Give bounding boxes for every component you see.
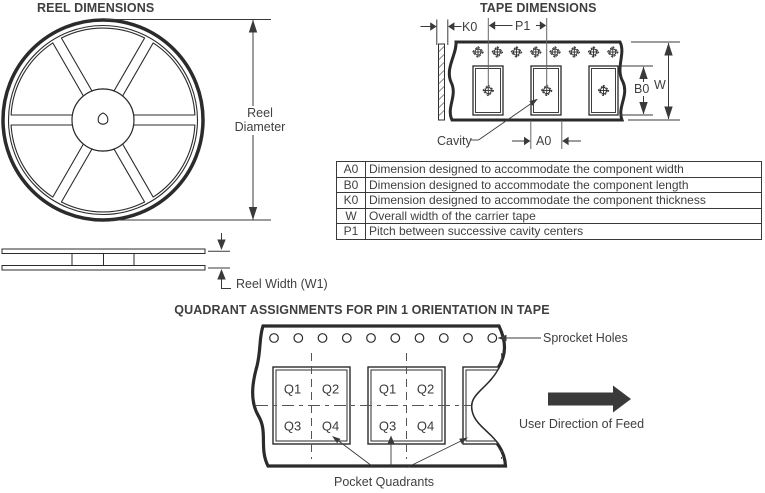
arrowhead-down <box>217 240 225 251</box>
pocket-quadrants-label: Pocket Quadrants <box>334 475 435 489</box>
table-row <box>337 208 762 224</box>
tape-dimensions-title: TAPE DIMENSIONS <box>480 1 597 15</box>
arrowhead-down <box>249 207 257 220</box>
w-label: W <box>654 77 666 92</box>
reel-diameter-label: Reel Diameter <box>227 106 293 135</box>
reel-dimensions-title: REEL DIMENSIONS <box>37 1 155 15</box>
reel-front-view <box>3 20 203 220</box>
quadrant-tape-view <box>253 326 631 468</box>
pocket1-q4: Q4 <box>321 418 340 433</box>
tape-pockets <box>473 66 618 115</box>
arrowhead-up <box>217 269 225 280</box>
dim-desc: Pitch between successive cavity centers <box>366 224 762 240</box>
dim-desc: Dimension designed to accommodate the component thickness <box>366 193 762 209</box>
reel-width-dimension <box>208 233 231 289</box>
pocket2-q1: Q1 <box>378 381 397 396</box>
a0-label: A0 <box>536 134 552 148</box>
arrowhead-up <box>249 20 257 33</box>
pocket2-q2: Q2 <box>416 381 435 396</box>
feed-direction-arrow <box>548 386 631 413</box>
dim-desc: Dimension designed to accommodate the component length <box>366 177 762 193</box>
cavity-label: Cavity <box>437 133 472 148</box>
dim-desc: Overall width of the carrier tape <box>366 208 762 224</box>
p1-label: P1 <box>515 19 531 33</box>
pocket1-q2: Q2 <box>321 381 340 396</box>
k0-label: K0 <box>462 20 478 34</box>
dim-code: A0 <box>337 162 366 178</box>
b0-label: B0 <box>634 82 650 96</box>
dim-code: K0 <box>337 193 366 209</box>
pocket1-q1: Q1 <box>283 381 302 396</box>
quadrant-title: QUADRANT ASSIGNMENTS FOR PIN 1 ORIENTATION IN TAPE <box>174 302 550 317</box>
dim-code: W <box>337 208 366 224</box>
pocket2-q3: Q3 <box>378 418 397 433</box>
feed-direction-label: User Direction of Feed <box>519 417 645 431</box>
reel-width-label: Reel Width (W1) <box>236 277 328 291</box>
dim-code: P1 <box>337 224 366 240</box>
tape-edge-profile <box>439 44 445 120</box>
table-row <box>337 162 762 178</box>
reel-hub-keyway <box>98 113 108 124</box>
pocket1-q3: Q3 <box>283 418 302 433</box>
table-row <box>337 177 762 193</box>
dim-code: B0 <box>337 177 366 193</box>
table-row <box>337 224 762 240</box>
dim-desc: Dimension designed to accommodate the component width <box>366 162 762 178</box>
tape-top-view <box>439 42 625 120</box>
dimension-definition-table <box>336 161 762 240</box>
sprocket-holes-leader <box>498 335 542 342</box>
table-row <box>337 193 762 209</box>
sprocket-holes-label: Sprocket Holes <box>543 330 628 345</box>
pocket2-q4: Q4 <box>416 418 435 433</box>
reel-side-view <box>2 249 205 270</box>
